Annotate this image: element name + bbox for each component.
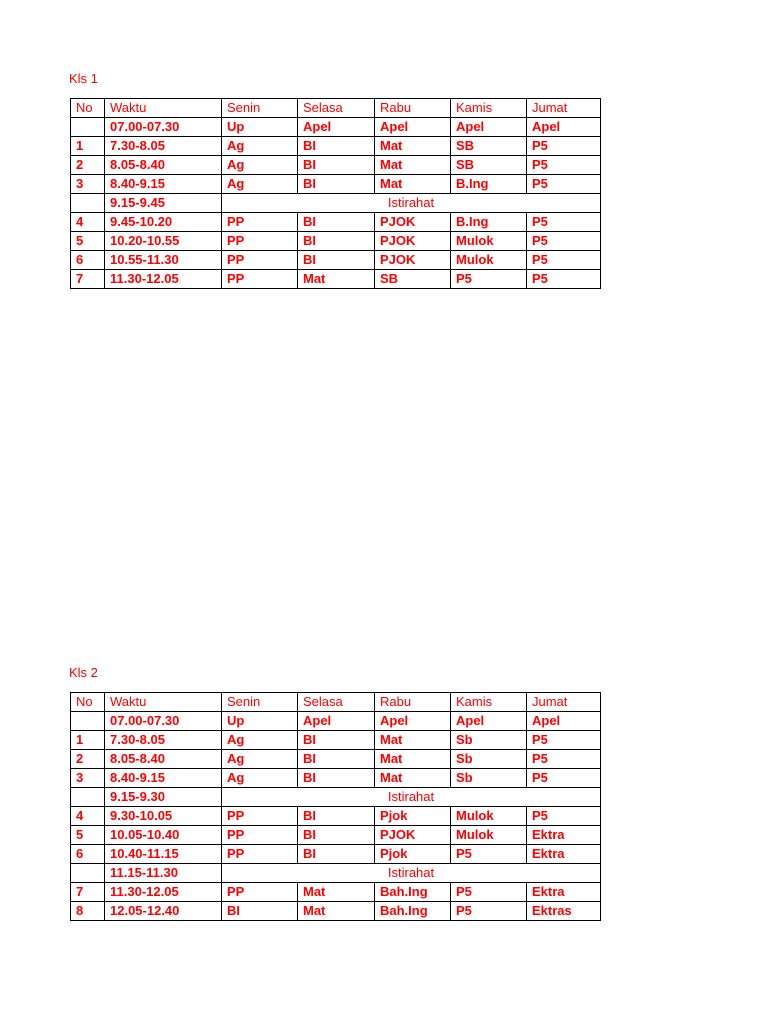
- row-number: [71, 712, 105, 731]
- table-row: [71, 731, 601, 750]
- subject-cell: P5: [527, 251, 601, 270]
- subject-cell: SB: [451, 156, 527, 175]
- column-header: Waktu: [105, 99, 222, 118]
- column-header: Selasa: [298, 99, 375, 118]
- break-label: Istirahat: [222, 194, 601, 213]
- subject-cell: Up: [222, 712, 298, 731]
- subject-cell: P5: [527, 156, 601, 175]
- subject-cell: BI: [298, 251, 375, 270]
- column-header: Jumat: [527, 693, 601, 712]
- subject-cell: Ag: [222, 175, 298, 194]
- subject-cell: Apel: [375, 118, 451, 137]
- subject-cell: Mat: [298, 902, 375, 921]
- subject-cell: P5: [451, 845, 527, 864]
- table-row: [71, 883, 601, 902]
- time-slot: 10.05-10.40: [105, 826, 222, 845]
- column-header: Waktu: [105, 693, 222, 712]
- subject-cell: SB: [375, 270, 451, 289]
- subject-cell: Mat: [375, 769, 451, 788]
- row-number: 5: [71, 232, 105, 251]
- subject-cell: Mulok: [451, 807, 527, 826]
- subject-cell: P5: [527, 807, 601, 826]
- subject-cell: Mat: [375, 750, 451, 769]
- time-slot: 07.00-07.30: [105, 118, 222, 137]
- column-header: Rabu: [375, 693, 451, 712]
- row-number: [71, 788, 105, 807]
- time-slot: 07.00-07.30: [105, 712, 222, 731]
- row-number: 1: [71, 137, 105, 156]
- table-row: [71, 232, 601, 251]
- time-slot: 7.30-8.05: [105, 137, 222, 156]
- subject-cell: P5: [527, 137, 601, 156]
- subject-cell: P5: [451, 270, 527, 289]
- time-slot: 11.15-11.30: [105, 864, 222, 883]
- subject-cell: Mat: [375, 137, 451, 156]
- subject-cell: Apel: [298, 118, 375, 137]
- subject-cell: P5: [527, 270, 601, 289]
- subject-cell: Ektras: [527, 902, 601, 921]
- table-row: [71, 845, 601, 864]
- time-slot: 8.40-9.15: [105, 175, 222, 194]
- table-header-row: [71, 99, 601, 118]
- subject-cell: P5: [527, 232, 601, 251]
- row-number: 8: [71, 902, 105, 921]
- time-slot: 9.15-9.45: [105, 194, 222, 213]
- subject-cell: Apel: [375, 712, 451, 731]
- subject-cell: BI: [222, 902, 298, 921]
- subject-cell: PP: [222, 251, 298, 270]
- subject-cell: Ag: [222, 137, 298, 156]
- column-header: Senin: [222, 693, 298, 712]
- row-number: 4: [71, 807, 105, 826]
- subject-cell: Mat: [375, 156, 451, 175]
- time-slot: 9.45-10.20: [105, 213, 222, 232]
- subject-cell: BI: [298, 175, 375, 194]
- subject-cell: PJOK: [375, 213, 451, 232]
- time-slot: 9.15-9.30: [105, 788, 222, 807]
- subject-cell: P5: [527, 175, 601, 194]
- schedule-body: [71, 693, 601, 921]
- table-row: [71, 712, 601, 731]
- time-slot: 11.30-12.05: [105, 270, 222, 289]
- subject-cell: Ektra: [527, 883, 601, 902]
- subject-cell: P5: [527, 731, 601, 750]
- subject-cell: Pjok: [375, 845, 451, 864]
- subject-cell: Pjok: [375, 807, 451, 826]
- time-slot: 11.30-12.05: [105, 883, 222, 902]
- subject-cell: Sb: [451, 750, 527, 769]
- subject-cell: P5: [451, 883, 527, 902]
- break-row: [71, 864, 601, 883]
- subject-cell: Mat: [375, 175, 451, 194]
- subject-cell: Sb: [451, 769, 527, 788]
- table-row: [71, 769, 601, 788]
- row-number: [71, 864, 105, 883]
- time-slot: 10.55-11.30: [105, 251, 222, 270]
- subject-cell: PP: [222, 826, 298, 845]
- subject-cell: Ektra: [527, 845, 601, 864]
- break-row: [71, 788, 601, 807]
- break-row: [71, 194, 601, 213]
- row-number: 2: [71, 156, 105, 175]
- subject-cell: BI: [298, 750, 375, 769]
- subject-cell: Sb: [451, 731, 527, 750]
- subject-cell: Mulok: [451, 232, 527, 251]
- row-number: 7: [71, 883, 105, 902]
- table-row: [71, 137, 601, 156]
- subject-cell: Ag: [222, 156, 298, 175]
- table-row: [71, 270, 601, 289]
- row-number: 6: [71, 845, 105, 864]
- subject-cell: PP: [222, 883, 298, 902]
- time-slot: 10.20-10.55: [105, 232, 222, 251]
- time-slot: 7.30-8.05: [105, 731, 222, 750]
- subject-cell: B.Ing: [451, 175, 527, 194]
- table-row: [71, 902, 601, 921]
- row-number: 7: [71, 270, 105, 289]
- subject-cell: Up: [222, 118, 298, 137]
- subject-cell: BI: [298, 731, 375, 750]
- subject-cell: B.Ing: [451, 213, 527, 232]
- table-row: [71, 251, 601, 270]
- break-label: Istirahat: [222, 788, 601, 807]
- time-slot: 9.30-10.05: [105, 807, 222, 826]
- section-title-kls-1: Kls 1: [69, 71, 98, 86]
- row-number: 2: [71, 750, 105, 769]
- subject-cell: Apel: [451, 712, 527, 731]
- row-number: [71, 118, 105, 137]
- subject-cell: P5: [527, 750, 601, 769]
- time-slot: 8.05-8.40: [105, 156, 222, 175]
- subject-cell: P5: [527, 769, 601, 788]
- table-header-row: [71, 693, 601, 712]
- subject-cell: Ag: [222, 750, 298, 769]
- subject-cell: BI: [298, 826, 375, 845]
- subject-cell: Ektra: [527, 826, 601, 845]
- subject-cell: PP: [222, 213, 298, 232]
- table-row: [71, 826, 601, 845]
- subject-cell: Mat: [298, 883, 375, 902]
- table-row: [71, 750, 601, 769]
- table-row: [71, 118, 601, 137]
- subject-cell: Ag: [222, 731, 298, 750]
- subject-cell: P5: [451, 902, 527, 921]
- subject-cell: BI: [298, 845, 375, 864]
- subject-cell: BI: [298, 156, 375, 175]
- subject-cell: BI: [298, 807, 375, 826]
- table-row: [71, 807, 601, 826]
- subject-cell: BI: [298, 137, 375, 156]
- schedule-table-kls-2: [70, 692, 601, 921]
- row-number: 4: [71, 213, 105, 232]
- subject-cell: Mat: [375, 731, 451, 750]
- schedule-table-kls-1: [70, 98, 601, 289]
- subject-cell: P5: [527, 213, 601, 232]
- subject-cell: SB: [451, 137, 527, 156]
- subject-cell: Apel: [298, 712, 375, 731]
- subject-cell: Apel: [527, 118, 601, 137]
- table-row: [71, 175, 601, 194]
- subject-cell: Ag: [222, 769, 298, 788]
- row-number: 5: [71, 826, 105, 845]
- schedule-body: [71, 99, 601, 289]
- row-number: [71, 194, 105, 213]
- row-number: 6: [71, 251, 105, 270]
- table-row: [71, 156, 601, 175]
- column-header: Rabu: [375, 99, 451, 118]
- column-header: Selasa: [298, 693, 375, 712]
- subject-cell: Mulok: [451, 251, 527, 270]
- subject-cell: Apel: [527, 712, 601, 731]
- subject-cell: PJOK: [375, 232, 451, 251]
- time-slot: 8.40-9.15: [105, 769, 222, 788]
- column-header: Senin: [222, 99, 298, 118]
- row-number: 3: [71, 769, 105, 788]
- time-slot: 10.40-11.15: [105, 845, 222, 864]
- break-label: Istirahat: [222, 864, 601, 883]
- subject-cell: Apel: [451, 118, 527, 137]
- column-header: Jumat: [527, 99, 601, 118]
- row-number: 1: [71, 731, 105, 750]
- section-title-kls-2: Kls 2: [69, 665, 98, 680]
- subject-cell: Mat: [298, 270, 375, 289]
- table-row: [71, 213, 601, 232]
- subject-cell: PP: [222, 807, 298, 826]
- subject-cell: PP: [222, 232, 298, 251]
- time-slot: 12.05-12.40: [105, 902, 222, 921]
- subject-cell: BI: [298, 213, 375, 232]
- subject-cell: Mulok: [451, 826, 527, 845]
- subject-cell: PP: [222, 270, 298, 289]
- subject-cell: Bah.Ing: [375, 902, 451, 921]
- subject-cell: BI: [298, 232, 375, 251]
- subject-cell: PJOK: [375, 826, 451, 845]
- column-header: No: [71, 693, 105, 712]
- column-header: No: [71, 99, 105, 118]
- subject-cell: PP: [222, 845, 298, 864]
- subject-cell: Bah.Ing: [375, 883, 451, 902]
- column-header: Kamis: [451, 99, 527, 118]
- column-header: Kamis: [451, 693, 527, 712]
- row-number: 3: [71, 175, 105, 194]
- subject-cell: BI: [298, 769, 375, 788]
- subject-cell: PJOK: [375, 251, 451, 270]
- time-slot: 8.05-8.40: [105, 750, 222, 769]
